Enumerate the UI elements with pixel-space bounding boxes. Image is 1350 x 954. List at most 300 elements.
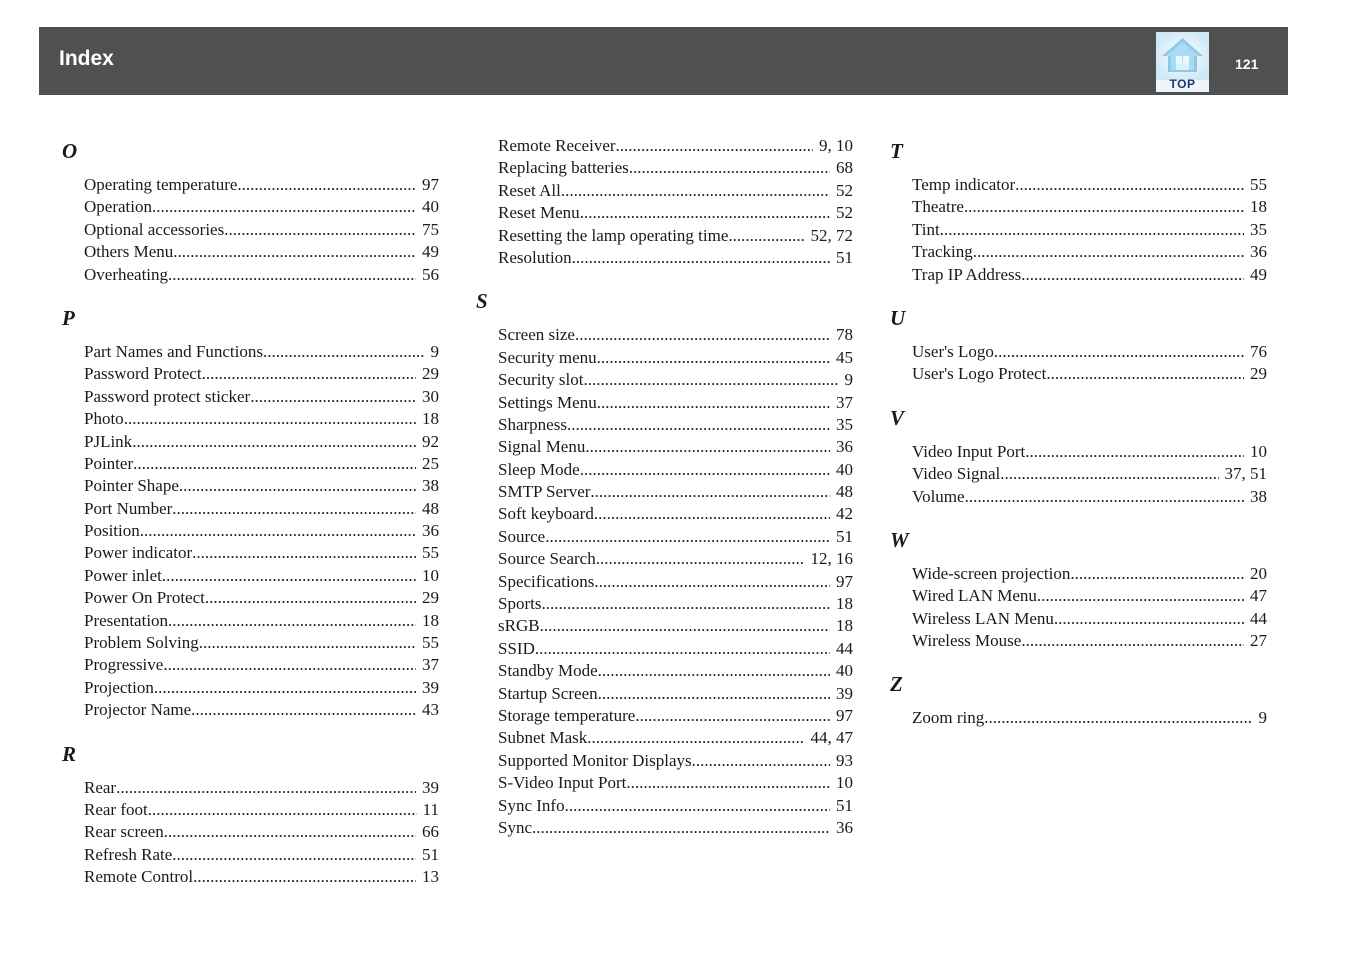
entry-page-numbers[interactable]: 40 [422,197,439,217]
index-entry[interactable] [498,615,853,637]
section-wrapper [476,287,853,839]
entry-page-numbers[interactable]: 38 [1250,486,1267,506]
leader-dots [964,196,1244,218]
index-entry[interactable] [84,453,439,475]
index-entry[interactable] [498,571,853,593]
index-entry[interactable] [912,463,1267,485]
leader-dots [994,341,1244,363]
index-column-3 [890,137,1267,730]
index-entry[interactable] [84,632,439,654]
index-entry[interactable] [498,392,853,414]
entry-page-numbers[interactable]: 48 [422,498,439,518]
index-entry[interactable] [84,475,439,497]
index-entry[interactable] [912,608,1267,630]
index-entry[interactable] [498,414,853,436]
entry-page-numbers[interactable]: 40 [836,459,853,479]
leader-dots [587,727,804,749]
leader-dots [594,503,830,525]
index-entry[interactable] [84,565,439,587]
top-button[interactable] [1156,32,1209,92]
entry-page-numbers[interactable]: 9 [430,341,439,361]
leader-dots [635,705,830,727]
entry-page-numbers[interactable]: 29 [1250,364,1267,384]
entry-term: sRGB [498,616,540,636]
index-entry[interactable] [912,219,1267,241]
page-number: 121 [1235,56,1259,72]
entry-term: Video Input Port [912,441,1026,461]
index-entry[interactable] [498,135,853,157]
leader-dots [1021,630,1244,652]
leader-dots [192,542,416,564]
leader-dots [1037,585,1244,607]
index-column-2 [476,137,853,839]
index-entry[interactable] [84,363,439,385]
leader-dots [594,571,830,593]
index-entry[interactable] [498,683,853,705]
index-entry[interactable] [84,677,439,699]
entry-term: Replacing batteries [498,158,629,178]
entry-page-numbers[interactable]: 11 [422,799,439,819]
entry-term: Standby Mode [498,661,598,681]
entry-page-numbers[interactable]: 75 [422,219,439,239]
entry-term: Video Signal [912,464,1001,484]
leader-dots [172,844,416,866]
entry-term: Photo [84,409,124,429]
index-entry[interactable] [912,563,1267,585]
entry-term: Settings Menu [498,392,597,412]
entry-term: Refresh Rate [84,844,173,864]
entry-term: Screen size [498,325,575,345]
entry-page-numbers[interactable]: 30 [422,386,439,406]
entry-page-numbers[interactable]: 10 [836,773,853,793]
entry-page-numbers[interactable]: 49 [422,242,439,262]
entry-page-numbers[interactable]: 47 [1250,586,1267,606]
leader-dots [597,392,830,414]
entry-term: Soft keyboard [498,504,594,524]
leader-dots [973,241,1244,263]
index-section [890,526,1267,653]
entry-page-numbers[interactable]: 12, 16 [810,549,853,569]
index-entry[interactable] [84,408,439,430]
entry-term: Wireless LAN Menu [912,608,1054,628]
entry-page-numbers[interactable]: 18 [1250,197,1267,217]
index-entry[interactable] [498,157,853,179]
index-entry[interactable] [498,817,853,839]
section-letter: P [62,305,75,330]
entry-term: Subnet Mask [498,728,588,748]
index-section [476,287,853,839]
leader-dots [263,341,425,363]
index-entry[interactable] [912,630,1267,652]
entry-page-numbers[interactable]: 36 [1250,242,1267,262]
page-header [39,27,1288,95]
entry-page-numbers[interactable]: 44 [1250,608,1267,628]
index-entry[interactable] [84,196,439,218]
entry-term: Remote Receiver [498,136,616,155]
leader-dots [191,699,416,721]
entry-page-numbers[interactable]: 55 [422,543,439,563]
entry-term: Presentation [84,610,169,630]
entry-term: Tint [912,219,940,239]
index-entry[interactable] [498,369,853,391]
entry-page-numbers[interactable]: 37, 51 [1224,464,1267,484]
index-entry[interactable] [498,481,853,503]
section-letter: W [890,527,909,552]
entry-page-numbers[interactable]: 27 [1250,631,1267,651]
leader-dots [692,750,830,772]
leader-dots [540,615,830,637]
leader-dots [168,264,416,286]
index-entry[interactable] [498,526,853,548]
entry-page-numbers[interactable]: 10 [422,565,439,585]
leader-dots [199,632,416,654]
entry-term: Supported Monitor Displays [498,750,692,770]
leader-dots [224,219,416,241]
entry-page-numbers[interactable]: 36 [422,521,439,541]
entry-term: Others Menu [84,242,174,262]
entry-term: Sync Info [498,795,565,815]
entry-term: Pointer [84,453,134,473]
leader-dots [140,520,416,542]
leader-dots [1015,174,1244,196]
entry-term: Password protect sticker [84,386,251,406]
entry-page-numbers[interactable]: 51 [836,526,853,546]
entry-page-numbers[interactable]: 18 [422,610,439,630]
index-entry[interactable] [84,219,439,241]
entry-page-numbers[interactable]: 9 [844,370,853,390]
leader-dots [590,481,830,503]
leader-dots [1046,363,1244,385]
entry-page-numbers[interactable]: 35 [1250,219,1267,239]
entry-page-numbers[interactable]: 51 [836,795,853,815]
index-entry[interactable] [84,610,439,632]
leader-dots [173,241,416,263]
entry-page-numbers[interactable]: 39 [422,777,439,797]
leader-dots [580,202,830,224]
leader-dots [162,565,416,587]
index-entry[interactable] [84,799,439,821]
section-letter: T [890,139,903,163]
entry-page-numbers[interactable]: 29 [422,588,439,608]
entry-term: Rear screen [84,822,164,842]
entry-term: Security menu [498,347,597,367]
entry-term: Projection [84,677,154,697]
index-section [890,404,1267,508]
index-entry[interactable] [84,431,439,453]
entry-term: Power inlet [84,565,162,585]
entry-page-numbers[interactable]: 13 [422,867,439,887]
entry-term: Overheating [84,264,169,284]
entry-page-numbers[interactable]: 55 [422,633,439,653]
entry-term: SMTP Server [498,482,591,502]
index-entry[interactable] [84,498,439,520]
index-entry[interactable] [498,347,853,369]
index-entry[interactable] [498,795,853,817]
section-letter: U [890,305,906,330]
index-entry[interactable] [498,548,853,570]
section-letter: V [890,405,905,430]
entry-page-numbers[interactable]: 52 [836,180,853,200]
leader-dots [179,475,416,497]
index-entry[interactable] [84,587,439,609]
entry-page-numbers[interactable]: 18 [836,594,853,614]
entry-term: Rear foot [84,799,148,819]
entry-page-numbers[interactable]: 36 [836,437,853,457]
index-entry[interactable] [912,241,1267,263]
index-entry[interactable] [84,386,439,408]
entry-term: Security slot [498,370,584,390]
index-entry[interactable] [912,341,1267,363]
index-entry[interactable] [912,174,1267,196]
entry-term: Theatre [912,197,964,217]
index-entry[interactable] [498,202,853,224]
leader-dots [168,610,416,632]
index-section [62,740,439,889]
entry-page-numbers[interactable]: 45 [836,347,853,367]
index-entry[interactable] [84,866,439,888]
index-entry[interactable] [912,264,1267,286]
index-entry[interactable] [498,225,853,247]
index-entry[interactable] [498,436,853,458]
index-entry[interactable] [498,705,853,727]
entry-term: Startup Screen [498,683,598,703]
leader-dots [984,707,1252,729]
entry-page-numbers[interactable]: 42 [836,504,853,524]
entry-term: Zoom ring [912,708,985,728]
section-letter: R [62,741,77,766]
index-entry[interactable] [912,441,1267,463]
entry-page-numbers[interactable]: 51 [422,844,439,864]
leader-dots [532,817,830,839]
entry-term: Specifications [498,571,595,591]
index-entry[interactable] [498,727,853,749]
entry-term: Wired LAN Menu [912,586,1037,606]
entry-page-numbers[interactable]: 40 [836,661,853,681]
entry-page-numbers[interactable]: 29 [422,364,439,384]
entry-page-numbers[interactable]: 97 [836,571,853,591]
entry-page-numbers[interactable]: 10 [1250,441,1267,461]
leader-dots [561,180,830,202]
entry-page-numbers[interactable]: 25 [422,453,439,473]
leader-dots [1021,264,1244,286]
top-label: TOP [1169,77,1196,91]
leader-dots [596,548,805,570]
index-entry[interactable] [912,363,1267,385]
index-entry[interactable] [84,821,439,843]
entry-term: Rear [84,777,117,797]
entry-term: Sync [498,817,532,837]
entry-term: PJLink [84,431,133,451]
index-entry[interactable] [498,180,853,202]
entry-page-numbers[interactable]: 18 [422,409,439,429]
entry-page-numbers[interactable]: 36 [836,817,853,837]
index-section [62,304,439,722]
leader-dots [202,363,416,385]
entry-term: Password Protect [84,364,202,384]
leader-dots [535,638,830,660]
entry-page-numbers[interactable]: 52 [836,203,853,223]
leader-dots [565,795,830,817]
entry-term: User's Logo Protect [912,364,1047,384]
entry-term: Progressive [84,655,164,675]
entry-term: Sports [498,594,542,614]
entry-term: Part Names and Functions [84,341,263,361]
entry-term: Tracking [912,242,973,262]
index-entry[interactable] [498,772,853,794]
section-letter: S [476,289,488,314]
index-entry[interactable] [912,707,1267,729]
entry-term: Sharpness [498,414,567,434]
leader-dots [205,587,416,609]
entry-term: Projector Name [84,700,192,720]
entry-page-numbers[interactable]: 9 [1258,708,1267,728]
entry-page-numbers[interactable]: 66 [422,822,439,842]
entry-page-numbers[interactable]: 44 [836,638,853,658]
entry-page-numbers[interactable]: 38 [422,476,439,496]
leader-dots [1000,463,1218,485]
leader-dots [585,436,830,458]
index-entry[interactable] [498,750,853,772]
index-entry[interactable] [912,486,1267,508]
leader-dots [250,386,416,408]
entry-term: S-Video Input Port [498,773,627,793]
index-entry[interactable] [84,654,439,676]
section-letter: O [62,139,78,163]
entry-page-numbers[interactable]: 18 [836,616,853,636]
leader-dots [541,593,830,615]
leader-dots [193,866,416,888]
leader-dots [152,196,416,218]
leader-dots [572,247,830,269]
leader-dots [575,324,830,346]
entry-term: Power indicator [84,543,193,563]
leader-dots [133,453,416,475]
leader-dots [1070,563,1244,585]
home-icon [1156,32,1209,80]
index-entry[interactable] [84,520,439,542]
section-letter: Z [890,672,903,697]
entry-term: Trap IP Address [912,264,1022,284]
index-section [890,670,1267,729]
entry-page-numbers[interactable]: 37 [836,392,853,412]
entry-page-numbers[interactable]: 55 [1250,175,1267,194]
index-entry[interactable] [84,542,439,564]
entry-term: Optional accessories [84,219,225,239]
entry-page-numbers[interactable]: 49 [1250,264,1267,284]
entry-term: User's Logo [912,341,994,361]
page-title: Index [59,47,114,70]
entry-page-numbers[interactable]: 39 [422,677,439,697]
leader-dots [1054,608,1244,630]
entry-page-numbers[interactable]: 52, 72 [810,225,853,245]
index-entry[interactable] [498,324,853,346]
index-section [62,137,439,286]
entry-term: Operation [84,197,152,217]
index-section [890,137,1267,286]
entry-term: Reset Menu [498,203,580,223]
index-entry[interactable] [84,264,439,286]
entry-page-numbers[interactable]: 43 [422,700,439,720]
entry-page-numbers[interactable]: 39 [836,683,853,703]
leader-dots [583,369,838,391]
entry-term: SSID [498,638,535,658]
leader-dots [626,772,830,794]
leader-dots [237,174,416,196]
leader-dots [728,225,804,247]
leader-dots [148,799,417,821]
index-entry[interactable] [498,593,853,615]
entry-page-numbers[interactable]: 78 [836,325,853,345]
leader-dots [164,821,416,843]
entry-term: Storage temperature [498,705,636,725]
entry-page-numbers[interactable]: 97 [422,175,439,194]
index-entry[interactable] [498,247,853,269]
index-entry[interactable] [84,341,439,363]
entry-term: Source Search [498,549,596,569]
entry-page-numbers[interactable]: 48 [836,482,853,502]
entry-page-numbers[interactable]: 92 [422,431,439,451]
entry-page-numbers[interactable]: 37 [422,655,439,675]
entry-page-numbers[interactable]: 76 [1250,341,1267,361]
leader-dots [940,219,1244,241]
leader-dots [597,347,830,369]
entry-term: Signal Menu [498,437,586,457]
index-entry[interactable] [498,459,853,481]
entry-page-numbers[interactable]: 44, 47 [810,728,853,748]
leader-dots [1025,441,1244,463]
entry-page-numbers[interactable]: 56 [422,264,439,284]
entry-term: Resolution [498,247,572,267]
index-entry[interactable] [912,196,1267,218]
entry-page-numbers[interactable]: 51 [836,247,853,267]
leader-dots [163,654,416,676]
entry-page-numbers[interactable]: 35 [836,414,853,434]
continued-entries [476,135,853,269]
index-entry[interactable] [84,241,439,263]
leader-dots [965,486,1244,508]
entry-page-numbers[interactable]: 20 [1250,563,1267,583]
leader-dots [598,683,830,705]
leader-dots [598,660,830,682]
entry-page-numbers[interactable]: 68 [836,158,853,178]
index-entry[interactable] [498,638,853,660]
leader-dots [545,526,830,548]
entry-term: Problem Solving [84,633,199,653]
entry-term: Wireless Mouse [912,631,1022,651]
entry-page-numbers[interactable]: 93 [836,750,853,770]
entry-page-numbers[interactable]: 9, 10 [819,136,853,155]
entry-term: Source [498,526,546,546]
index-entry[interactable] [498,660,853,682]
entry-term: Reset All [498,180,561,200]
entry-page-numbers[interactable]: 97 [836,705,853,725]
index-entry[interactable] [84,699,439,721]
index-entry[interactable] [84,844,439,866]
leader-dots [616,135,813,157]
entry-term: Sleep Mode [498,459,580,479]
index-entry[interactable] [498,503,853,525]
index-section [890,304,1267,386]
index-entry[interactable] [912,585,1267,607]
leader-dots [629,157,830,179]
leader-dots [154,677,416,699]
leader-dots [132,431,416,453]
leader-dots [172,498,416,520]
index-entry[interactable] [84,174,439,196]
index-entry[interactable] [84,777,439,799]
index-column-1 [62,137,439,889]
leader-dots [567,414,830,436]
